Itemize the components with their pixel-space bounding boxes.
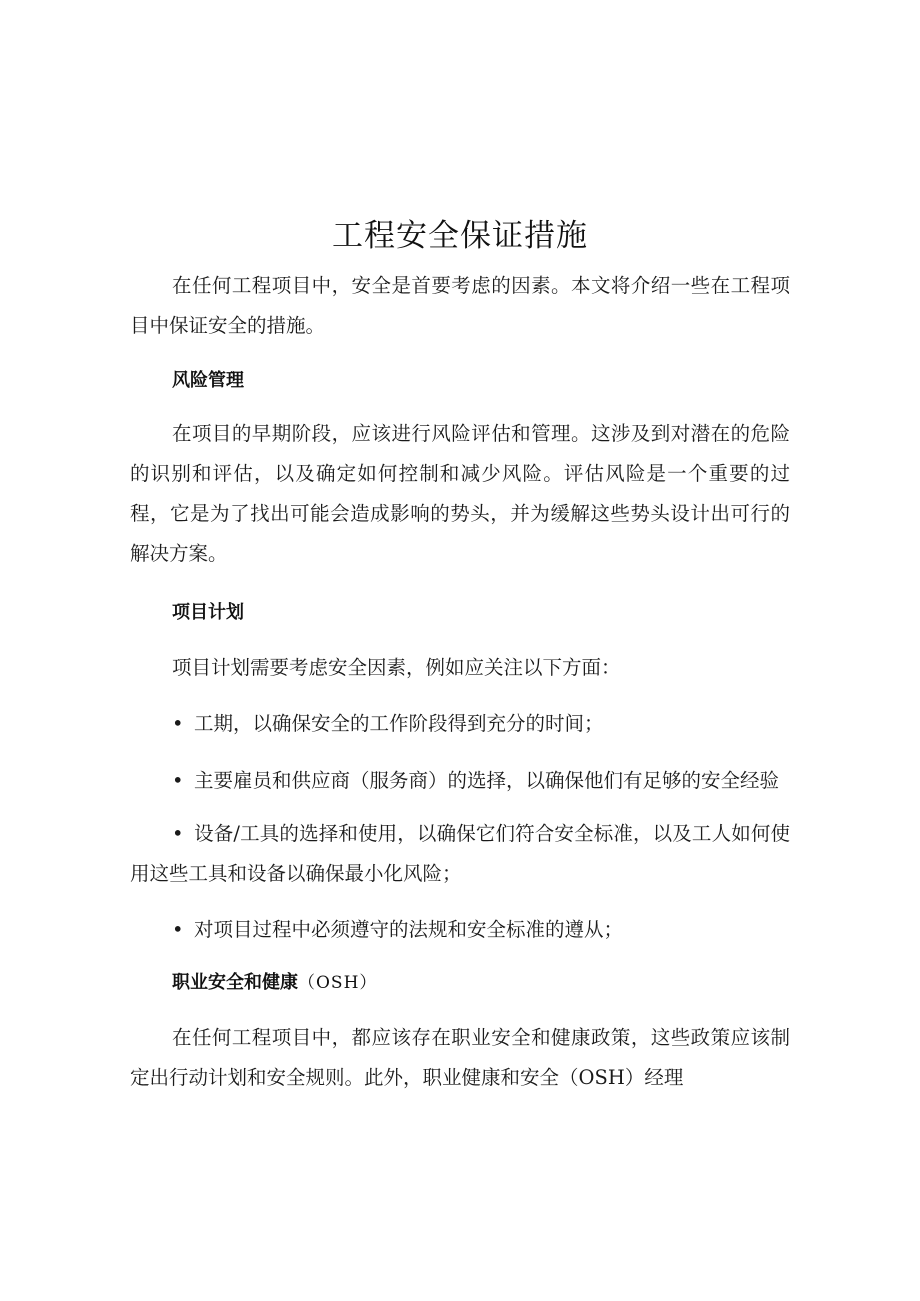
bullet-icon: • bbox=[172, 822, 184, 845]
list-item-text: 主要雇员和供应商（服务商）的选择，以确保他们有足够的安全经验 bbox=[194, 769, 780, 792]
osh-paragraph: 在任何工程项目中，都应该存在职业安全和健康政策，这些政策应该制定出行动计划和安全规则。此外，职业健康和安全（OSH）经理 bbox=[130, 1026, 790, 1089]
intro-paragraph: 在任何工程项目中，安全是首要考虑的因素。本文将介绍一些在工程项目中保证安全的措施。 bbox=[130, 274, 790, 337]
bullet-icon: • bbox=[172, 918, 184, 941]
section-heading-project-plan: 项目计划 bbox=[172, 602, 244, 623]
section-heading-risk-management: 风险管理 bbox=[172, 370, 244, 391]
project-plan-paragraph: 项目计划需要考虑安全因素，例如应关注以下方面： bbox=[172, 656, 621, 679]
list-item-text: 工期，以确保安全的工作阶段得到充分的时间； bbox=[194, 712, 604, 735]
list-item bbox=[130, 761, 790, 801]
list-item bbox=[130, 704, 790, 744]
risk-management-paragraph: 在项目的早期阶段，应该进行风险评估和管理。这涉及到对潜在的危险的识别和评估，以及确定如何控制和减少风险。评估风险是一个重要的过程，它是为了找出可能会造成影响的势头，并为缓解这些势头设计出可行的解决方案。 bbox=[130, 422, 790, 565]
document-title: 工程安全保证措施 bbox=[332, 218, 588, 254]
section-heading-osh bbox=[172, 968, 377, 998]
list-item bbox=[130, 910, 790, 950]
list-item bbox=[130, 814, 790, 894]
list-item-text: 设备/工具的选择和使用，以确保它们符合安全标准，以及工人如何使用这些工具和设备以确保最小化风险； bbox=[130, 822, 790, 885]
list-item-text: 对项目过程中必须遵守的法规和安全标准的遵从； bbox=[194, 918, 624, 941]
bullet-icon: • bbox=[172, 712, 184, 735]
bullet-icon: • bbox=[172, 769, 184, 792]
osh-heading-suffix: （OSH） bbox=[298, 973, 378, 993]
osh-heading-text: 职业安全和健康 bbox=[172, 972, 298, 993]
